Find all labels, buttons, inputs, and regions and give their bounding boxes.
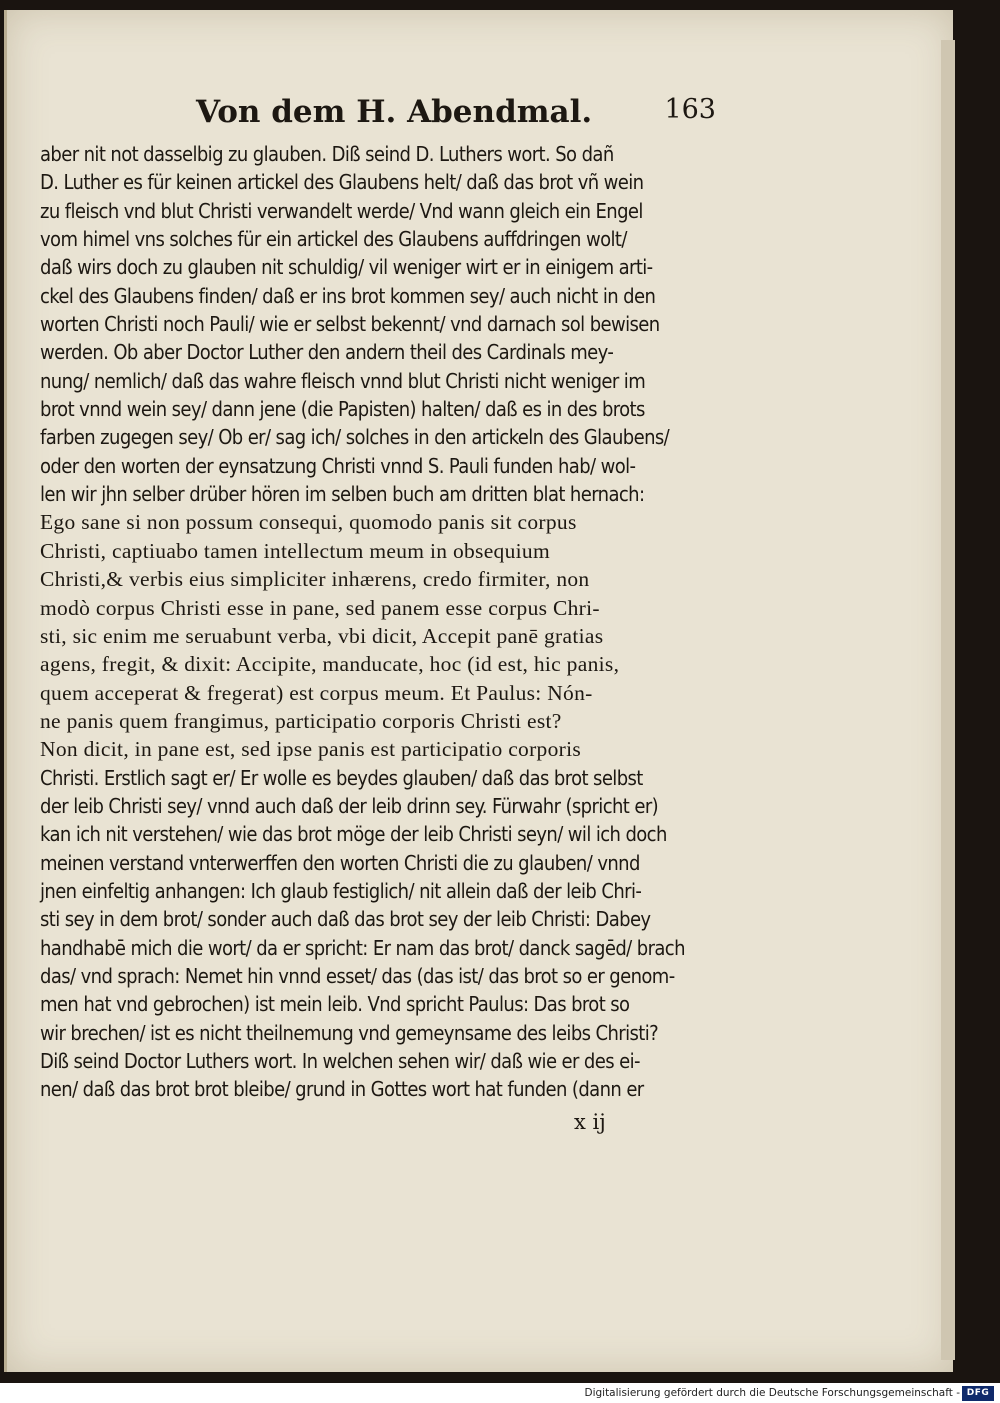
text-line: brot vnnd wein sey/ dann jene (die Papisten) halten/ daß es in des brots (40, 397, 645, 422)
dfg-logo[interactable]: DFG (962, 1386, 994, 1401)
text-line: ne panis quem frangimus, participatio corporis Christi est? (40, 708, 562, 733)
footer-credit: Digitalisierung gefördert durch die Deutsche Forschungsgemeinschaft - (584, 1387, 960, 1399)
text-line: zu fleisch vnd blut Christi verwandelt werde/ Vnd wann gleich ein Engel (40, 198, 643, 223)
page-number: 163 (664, 94, 716, 125)
text-line: Christi, captiuabo tamen intellectum meum in obsequium (40, 538, 551, 563)
text-line: das/ vnd sprach: Nemet hin vnnd esset/ das (das ist/ das brot so er genom- (40, 963, 675, 988)
text-line: handhabē mich die wort/ da er spricht: Er nam das brot/ danck sagēd/ brach (40, 935, 685, 960)
text-line: Diß seind Doctor Luthers wort. In welchen sehen wir/ daß wie er des ei- (40, 1049, 640, 1073)
text-line: werden. Ob aber Doctor Luther den andern theil des Cardinals mey- (40, 340, 614, 365)
page-edge (941, 40, 955, 1360)
text-line: der leib Christi sey/ vnnd auch daß der leib drinn sey. Fürwahr (spricht er) (40, 793, 659, 818)
text-line: worten Christi noch Pauli/ wie er selbst bekennt/ vnd darnach sol bewisen (40, 312, 660, 337)
text-line: daß wirs doch zu glauben nit schuldig/ vil weniger wirt er in einigem arti- (40, 255, 653, 280)
text-line: agens, fregit, & dixit: Accipite, manducate, hoc (id est, hic panis, (40, 652, 620, 677)
text-line: farben zugegen sey/ Ob er/ sag ich/ solches in den artickeln des Glaubens/ (40, 425, 670, 450)
text-line: ckel des Glaubens finden/ daß er ins brot kommen sey/ auch nicht in den (40, 283, 656, 308)
text-line: aber nit not dasselbig zu glauben. Diß seind D. Luthers wort. So dañ (40, 142, 614, 166)
text-line: meinen verstand vnterwerffen den worten Christi die zu glauben/ vnnd (40, 850, 640, 875)
text-line: Non dicit, in pane est, sed ipse panis est participatio corporis (40, 737, 582, 762)
text-line: jnen einfeltig anhangen: Ich glaub festiglich/ nit allein daß der leib Chri- (40, 878, 642, 903)
text-line: oder den worten der eynsatzung Christi vnnd S. Pauli funden hab/ wol- (40, 453, 636, 478)
text-line: Christi. Erstlich sagt er/ Er wolle es beydes glauben/ daß das brot selbst (40, 765, 643, 790)
text-line: kan ich nit verstehen/ wie das brot möge der leib Christi seyn/ wil ich doch (40, 822, 667, 847)
text-line: quem acceperat & fregerat) est corpus meum. Et Paulus: Nón- (40, 680, 593, 705)
text-line: sti, sic enim me seruabunt verba, vbi dicit, Accepit panē gratias (40, 623, 604, 648)
signature-mark: x ij (574, 1110, 606, 1134)
text-line: Christi,& verbis eius simpliciter inhærens, credo firmiter, non (40, 567, 590, 592)
text-line: nen/ daß das brot brot bleibe/ grund in Gottes wort hat funden (dann er (40, 1077, 644, 1102)
text-line: men hat vnd gebrochen) ist mein leib. Vnd spricht Paulus: Das brot so (40, 992, 630, 1017)
text-line: vom himel vns solches für ein artickel des Glaubens auffdringen wolt/ (40, 227, 627, 252)
text-line: D. Luther es für keinen artickel des Glaubens helt/ daß das brot vñ wein (40, 170, 644, 195)
running-header: Von dem H. Abendmal. (196, 94, 593, 130)
text-line: len wir jhn selber drüber hören im selben buch am dritten blat hernach: (40, 482, 645, 507)
body-text (40, 140, 710, 1104)
text-line: Ego sane si non possum consequi, quomodo panis sit corpus (40, 510, 577, 535)
text-line: wir brechen/ ist es nicht theilnemung vnd gemeynsame des leibs Christi? (40, 1020, 659, 1045)
text-line: sti sey in dem brot/ sonder auch daß das brot sey der leib Christi: Dabey (40, 907, 651, 932)
text-line: nung/ nemlich/ daß das wahre fleisch vnnd blut Christi nicht weniger im (40, 368, 646, 393)
footer-bar (0, 1383, 1000, 1403)
text-line: modò corpus Christi esse in pane, sed panem esse corpus Chri- (40, 595, 600, 620)
